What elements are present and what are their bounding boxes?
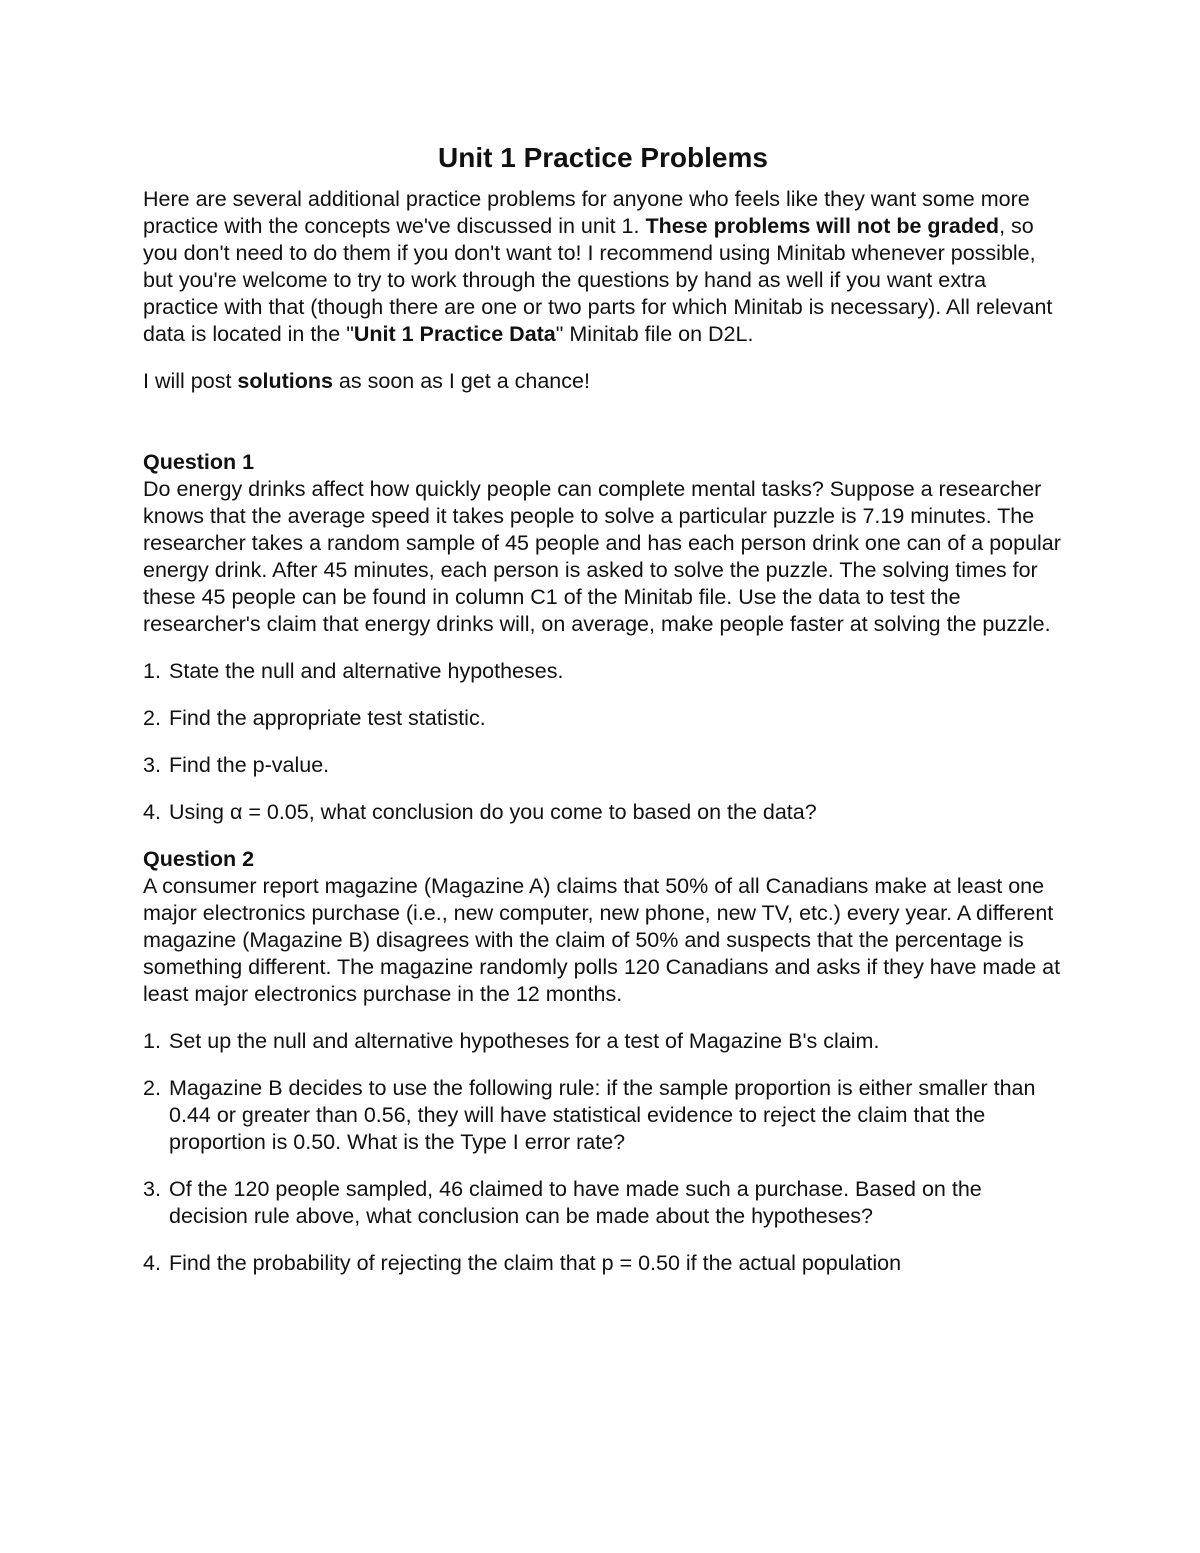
list-item: [143, 658, 1063, 685]
list-item-number: 2.: [143, 706, 161, 730]
question-2-heading: Question 2: [143, 847, 255, 871]
list-item-number: 2.: [143, 1076, 161, 1100]
question-2-body: A consumer report magazine (Magazine A) claims that 50% of all Canadians make at least one major electronics purchase (i.e., new computer, new phone, new TV, etc.) every year. A different magazine (Magazine B) disagrees with the claim of 50% and suspects that the percentage is something different. The magazine randomly polls 120 Canadians and asks if they have made at least major electronics purchase in the 12 months.: [143, 874, 1061, 1006]
intro-paragraph: [143, 186, 1063, 348]
list-item-text: Find the appropriate test statistic.: [169, 706, 486, 730]
solutions-bold: solutions: [237, 369, 333, 393]
list-item-text: Set up the null and alternative hypotheses for a test of Magazine B's claim.: [169, 1029, 880, 1053]
intro-text-3: " Minitab file on D2L.: [555, 322, 754, 346]
list-item-text: Find the probability of rejecting the claim that p = 0.50 if the actual population: [169, 1251, 902, 1275]
solutions-text-before: I will post: [143, 369, 238, 393]
question-1-heading: Question 1: [143, 450, 255, 474]
question-1-body: Do energy drinks affect how quickly people can complete mental tasks? Suppose a researcher knows that the average speed it takes people to solve a particular puzzle is 7.19 minutes. The researcher takes a random sample of 45 people and has each person drink one can of a popular energy drink. After 45 minutes, each person is asked to solve the puzzle. The solving times for these 45 people can be found in column C1 of the Minitab file. Use the data to test the researcher's claim that energy drinks will, on average, make people faster at solving the puzzle.: [143, 477, 1061, 636]
list-item: [143, 1075, 1063, 1156]
intro-text-1: Here are several additional practice problems for anyone who feels like they want some more practice with the concepts we've discussed in unit 1.: [143, 187, 1030, 238]
list-item-text: Magazine B decides to use the following rule: if the sample proportion is either smaller than 0.44 or greater than 0.56, they will have statistical evidence to reject the claim that the proportion is 0.50. What is the Type I error rate?: [169, 1076, 1036, 1154]
intro-bold-not-graded: These problems will not be graded: [645, 214, 1000, 238]
question-1-list: [143, 658, 1063, 826]
list-item: [143, 1176, 1063, 1230]
list-item: [143, 799, 1063, 826]
solutions-note: [143, 368, 1063, 395]
list-item-number: 1.: [143, 1029, 161, 1053]
list-item-number: 3.: [143, 1177, 161, 1201]
question-2-section: [143, 846, 1063, 1277]
list-item-text: State the null and alternative hypotheses.: [169, 659, 564, 683]
list-item-number: 4.: [143, 800, 161, 824]
document-content: [143, 140, 1063, 1297]
list-item: [143, 705, 1063, 732]
intro-bold-data-file: Unit 1 Practice Data: [353, 322, 556, 346]
list-item-number: 3.: [143, 753, 161, 777]
list-item: [143, 752, 1063, 779]
list-item-text: Of the 120 people sampled, 46 claimed to have made such a purchase. Based on the decision rule above, what conclusion can be made about the hypotheses?: [169, 1177, 982, 1228]
list-item: [143, 1028, 1063, 1055]
list-item-text: Find the p-value.: [169, 753, 330, 777]
question-1-section: [143, 449, 1063, 826]
question-2-list: [143, 1028, 1063, 1277]
page-title: Unit 1 Practice Problems: [438, 142, 768, 173]
list-item: [143, 1250, 1063, 1277]
solutions-text-after: as soon as I get a chance!: [332, 369, 590, 393]
list-item-number: 4.: [143, 1251, 161, 1275]
list-item-number: 1.: [143, 659, 161, 683]
intro-text-2: , so you don't need to do them if you don't want to! I recommend using Minitab whenever possible, but you're welcome to try to work through the questions by hand as well if you want extra practice with that (though there are one or two parts for which Minitab is necessary). All relevant data is located in the ": [143, 214, 1053, 346]
list-item-text: Using α = 0.05, what conclusion do you come to based on the data?: [169, 800, 817, 824]
